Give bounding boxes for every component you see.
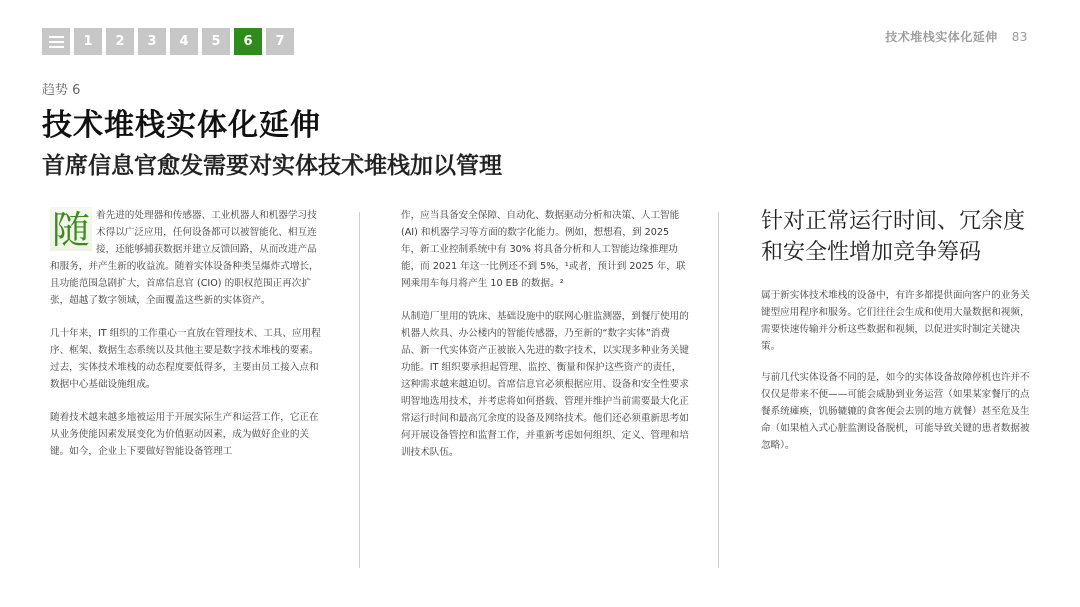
page-subtitle: 首席信息官愈发需要对实体技术堆栈加以管理 [42, 153, 502, 179]
paragraph-intro [50, 207, 326, 309]
nav-page-4[interactable]: 4 [170, 28, 198, 55]
running-title: 技术堆栈实体化延伸 [885, 30, 998, 44]
page-title: 技术堆栈实体化延伸 [42, 108, 321, 143]
nav-page-2[interactable]: 2 [106, 28, 134, 55]
paragraph: 与前几代实体设备不同的是，如今的实体设备故障停机也许并不仅仅是带来不便——可能会威胁到业务运营（如果某家餐厅的点餐系统瘫痪，饥肠辘辘的食客便会去别的地方就餐）甚至危及生命（如果植入式心脏监测设备脱机，可能导致关键的患者数据被忽略）。 [761, 372, 1030, 451]
nav-page-1[interactable]: 1 [74, 28, 102, 55]
nav-page-6-active[interactable]: 6 [234, 28, 262, 55]
chapter-nav [42, 28, 294, 55]
page-number: 83 [1011, 30, 1028, 44]
column-divider [359, 212, 360, 568]
trend-label: 趋势 6 [42, 83, 81, 98]
paragraph: 从制造厂里用的铣床、基础设施中的联网心脏监测器，到餐厅使用的机器人炊具、办公楼内的智能传感器，乃至新的“数字实体”消费品、新一代实体资产正被嵌入先进的数字技术，以实现多种业务关键功能。IT 组织要承担起管理、监控、衡量和保护这些资产的责任，这种需求越来越迫切。首席信息官必须根据应用、设备和安全性要求明智地选用技术，并考虑将如何搭载、管理并维护当前需要最大化正常运行时间和最高冗余度的设备及网络技术。他们还必须重新思考如何开展设备管控和监督工作，并重新考虑如何组织、定义、管理和培训技术队伍。 [401, 311, 689, 458]
paragraph: 作，应当具备安全保障、自动化、数据驱动分析和决策、人工智能 (AI) 和机器学习等方面的数字化能力。例如，想想看，到 2025 年，新工业控制系统中有 30% 将具备分析和人工智能边缘推理功能，而 2021 年这一比例还不到 5%，¹或者，预计到 2025 年，联网乘用车每月将产生 10 EB 的数据。² [401, 210, 686, 289]
paragraph: 几十年来，IT 组织的工作重心一直放在管理技术、工具、应用程序、框架、数据生态系统以及其他主要是数字技术堆栈的要素。过去，实体技术堆栈的动态程度要低得多，主要由员工接入点和数据中心基础设施组成。 [50, 328, 321, 390]
drop-cap: 随 [52, 208, 91, 252]
nav-page-7[interactable]: 7 [266, 28, 294, 55]
paragraph: 随着技术越来越多地被运用于开展实际生产和运营工作，它正在从业务使能因素发展变化为价值驱动因素，成为做好企业的关键。如今，企业上下要做好智能设备管理工 [50, 412, 319, 457]
running-header [885, 28, 1028, 45]
menu-icon[interactable] [42, 28, 70, 55]
nav-page-3[interactable]: 3 [138, 28, 166, 55]
paragraph-intro-text: 着先进的处理器和传感器、工业机器人和机器学习技术得以广泛应用，任何设备都可以被智能化、相互连接，还能够捕获数据并建立反馈回路，从而改进产品和服务，并产生新的收益流。随着实体设备种类呈爆炸式增长，且功能范围急剧扩大，首席信息官 (CIO) 的职权范围正再次扩张，超越了数字领域，全面覆盖这些新的实体资产。 [50, 210, 319, 306]
paragraph: 属于新实体技术堆栈的设备中，有许多都提供面向客户的业务关键型应用程序和服务。它们往往会生成和使用大量数据和视频，需要快速传输并分析这些数据和视频，以促进实时制定关键决策。 [761, 290, 1030, 352]
column-3 [761, 206, 1039, 468]
section-heading: 针对正常运行时间、冗余度和安全性增加竞争筹码 [761, 209, 1026, 265]
column-2 [401, 207, 689, 477]
column-divider [718, 212, 719, 568]
nav-page-5[interactable]: 5 [202, 28, 230, 55]
column-1 [50, 207, 326, 476]
